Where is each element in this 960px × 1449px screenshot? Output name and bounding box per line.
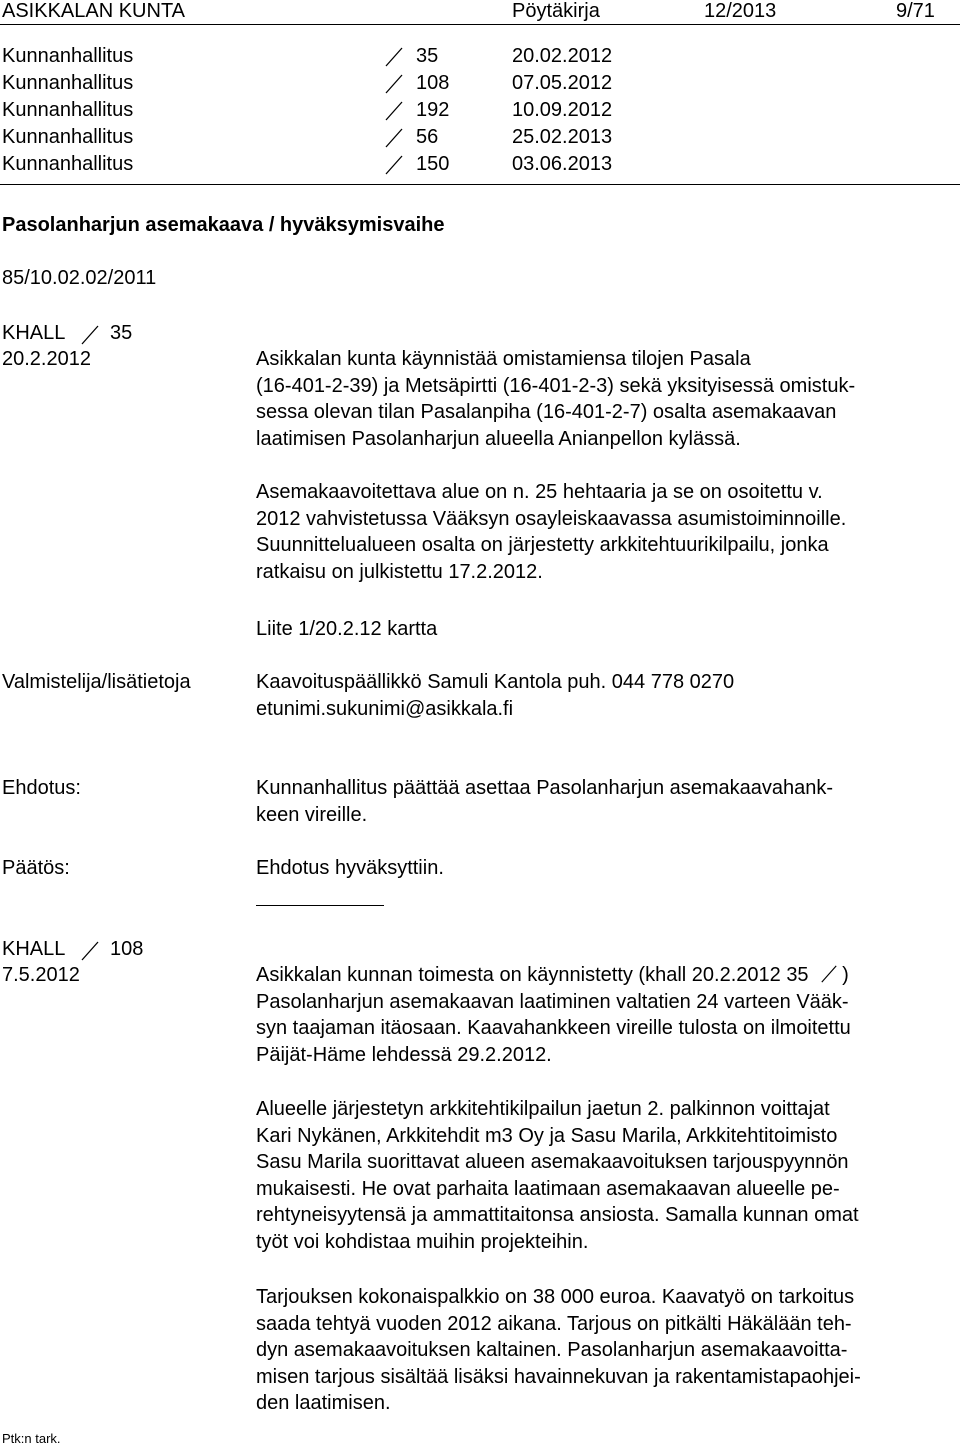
- page-header: [0, 0, 960, 26]
- page-footer: Ptk:n tark.: [2, 1431, 61, 1446]
- text-line: dyn asemakaavoituksen kaltainen. Pasolanharjun asemakaavoitta-: [256, 1339, 848, 1361]
- section-sign-icon: [384, 128, 404, 148]
- history-date: 20.02.2012: [512, 45, 613, 67]
- proposal-text: [256, 775, 833, 828]
- history-number: 192: [416, 99, 450, 121]
- preparer-contact: Kaavoituspäällikkö Samuli Kantola puh. 044 778 0270: [256, 671, 735, 693]
- history-number: 150: [416, 153, 450, 175]
- text-line: saada tehtyä vuoden 2012 aikana. Tarjous on pitkälti Häkälään teh-: [256, 1312, 852, 1335]
- text-line: Sasu Marila suorittavat alueen asemakaavoituksen tarjouspyynnön: [256, 1151, 849, 1173]
- text-line: Kunnanhallitus päättää asettaa Pasolanharjun asemakaavahank-: [256, 777, 834, 799]
- khall108-paragraph-1: [256, 962, 851, 1068]
- text-line: misen tarjous sisältää lisäksi havainnekuvan ja rakentamistapaohjei-: [256, 1365, 861, 1388]
- text-line: Päijät-Häme lehdessä 29.2.2012.: [256, 1043, 552, 1066]
- section-sign-icon: [80, 325, 100, 345]
- khall35-paragraph-2: [256, 479, 846, 585]
- proposal-label: Ehdotus:: [2, 777, 81, 799]
- text-line: Asikkalan kunta käynnistää omistamiensa tilojen Pasala: [256, 348, 751, 370]
- text-line: Alueelle järjestetyn arkkitehtikilpailun jaetun 2. palkinnon voittajat: [256, 1098, 830, 1120]
- history-body: Kunnanhallitus: [2, 126, 134, 148]
- history-rule: [0, 184, 960, 185]
- document-type: Pöytäkirja: [512, 0, 600, 22]
- text-line: Tarjouksen kokonaispalkkio on 38 000 euroa. Kaavatyö on tarkoitus: [256, 1286, 855, 1308]
- text-span: ): [842, 964, 849, 986]
- document-number: 12/2013: [704, 0, 777, 22]
- decision-text: Ehdotus hyväksyttiin.: [256, 857, 444, 879]
- khall108-paragraph-2: [256, 1096, 859, 1255]
- text-line: laatimisen Pasolanharjun alueella Anianpellon kylässä.: [256, 427, 741, 450]
- khall35-paragraph-1: [256, 346, 855, 452]
- section-sign-icon: [384, 47, 404, 67]
- history-date: 10.09.2012: [512, 99, 613, 121]
- text-span: Asikkalan kunnan toimesta on käynnistetty (khall 20.2.2012 35: [256, 964, 809, 986]
- history-date: 03.06.2013: [512, 153, 613, 175]
- attachment-note: Liite 1/20.2.12 kartta: [256, 618, 438, 640]
- text-line: 2012 vahvistetussa Vääksyn osayleiskaavassa asumistoiminnoille.: [256, 507, 847, 530]
- history-body: Kunnanhallitus: [2, 153, 134, 175]
- khall-number: 35: [110, 322, 133, 344]
- preparer-label: Valmistelija/lisätietoja: [2, 671, 191, 693]
- history-date: 07.05.2012: [512, 72, 613, 94]
- khall-date: 20.2.2012: [2, 348, 91, 370]
- text-line: Pasolanharjun asemakaavan laatiminen valtatien 24 varteen Vääk-: [256, 990, 849, 1013]
- text-line: rehtyneisyytensä ja ammattitaitonsa ansiosta. Samalla kunnan omat: [256, 1204, 859, 1226]
- section-sign-icon: [384, 155, 404, 175]
- history-number: 35: [416, 45, 439, 67]
- text-line: syn taajaman itäosaan. Kaavahankkeen vireille tulosta on ilmoitettu: [256, 1017, 851, 1039]
- preparer-info: [256, 669, 734, 722]
- text-line: [256, 962, 851, 989]
- text-line: mukaisesti. He ovat parhaita laatimaan asemakaavan alueelle pe-: [256, 1177, 840, 1200]
- text-line: Kari Nykänen, Arkkitehdit m3 Oy ja Sasu Marila, Arkkitehtitoimisto: [256, 1124, 838, 1147]
- page-number: 9/71: [896, 0, 935, 22]
- text-line: den laatimisen.: [256, 1392, 391, 1414]
- reference-number: 85/10.02.02/2011: [2, 267, 157, 289]
- municipality-name: ASIKKALAN KUNTA: [2, 0, 186, 22]
- khall-label: KHALL: [2, 938, 66, 960]
- text-line: Asemakaavoitettava alue on n. 25 hehtaaria ja se on osoitettu v.: [256, 481, 823, 503]
- text-line: Suunnittelualueen osalta on järjestetty arkkitehtuurikilpailu, jonka: [256, 534, 829, 556]
- history-number: 108: [416, 72, 450, 94]
- decision-rule: [256, 905, 384, 906]
- khall-label: KHALL: [2, 322, 66, 344]
- section-sign-icon: [80, 941, 100, 961]
- history-body: Kunnanhallitus: [2, 45, 134, 67]
- text-line: työt voi kohdistaa muihin projekteihin.: [256, 1230, 589, 1253]
- history-date: 25.02.2013: [512, 126, 613, 148]
- preparer-email: etunimi.sukunimi@asikkala.fi: [256, 697, 514, 720]
- history-body: Kunnanhallitus: [2, 99, 134, 121]
- text-line: sessa olevan tilan Pasalanpiha (16-401-2-7) osalta asemakaavan: [256, 401, 837, 423]
- section-sign-icon: [384, 101, 404, 121]
- section-sign-icon: [384, 74, 404, 94]
- section-sign-icon: [820, 964, 838, 984]
- text-line: ratkaisu on julkistettu 17.2.2012.: [256, 560, 543, 583]
- khall108-paragraph-3: [256, 1284, 861, 1417]
- text-line: keen vireille.: [256, 803, 368, 826]
- decision-label: Päätös:: [2, 857, 70, 879]
- history-body: Kunnanhallitus: [2, 72, 134, 94]
- khall-number: 108: [110, 938, 144, 960]
- header-rule: [0, 24, 960, 25]
- text-line: (16-401-2-39) ja Metsäpirtti (16-401-2-3) sekä yksityisessä omistuk-: [256, 374, 856, 397]
- history-number: 56: [416, 126, 439, 148]
- page-title: Pasolanharjun asemakaava / hyväksymisvaihe: [2, 214, 445, 236]
- khall-date: 7.5.2012: [2, 964, 80, 986]
